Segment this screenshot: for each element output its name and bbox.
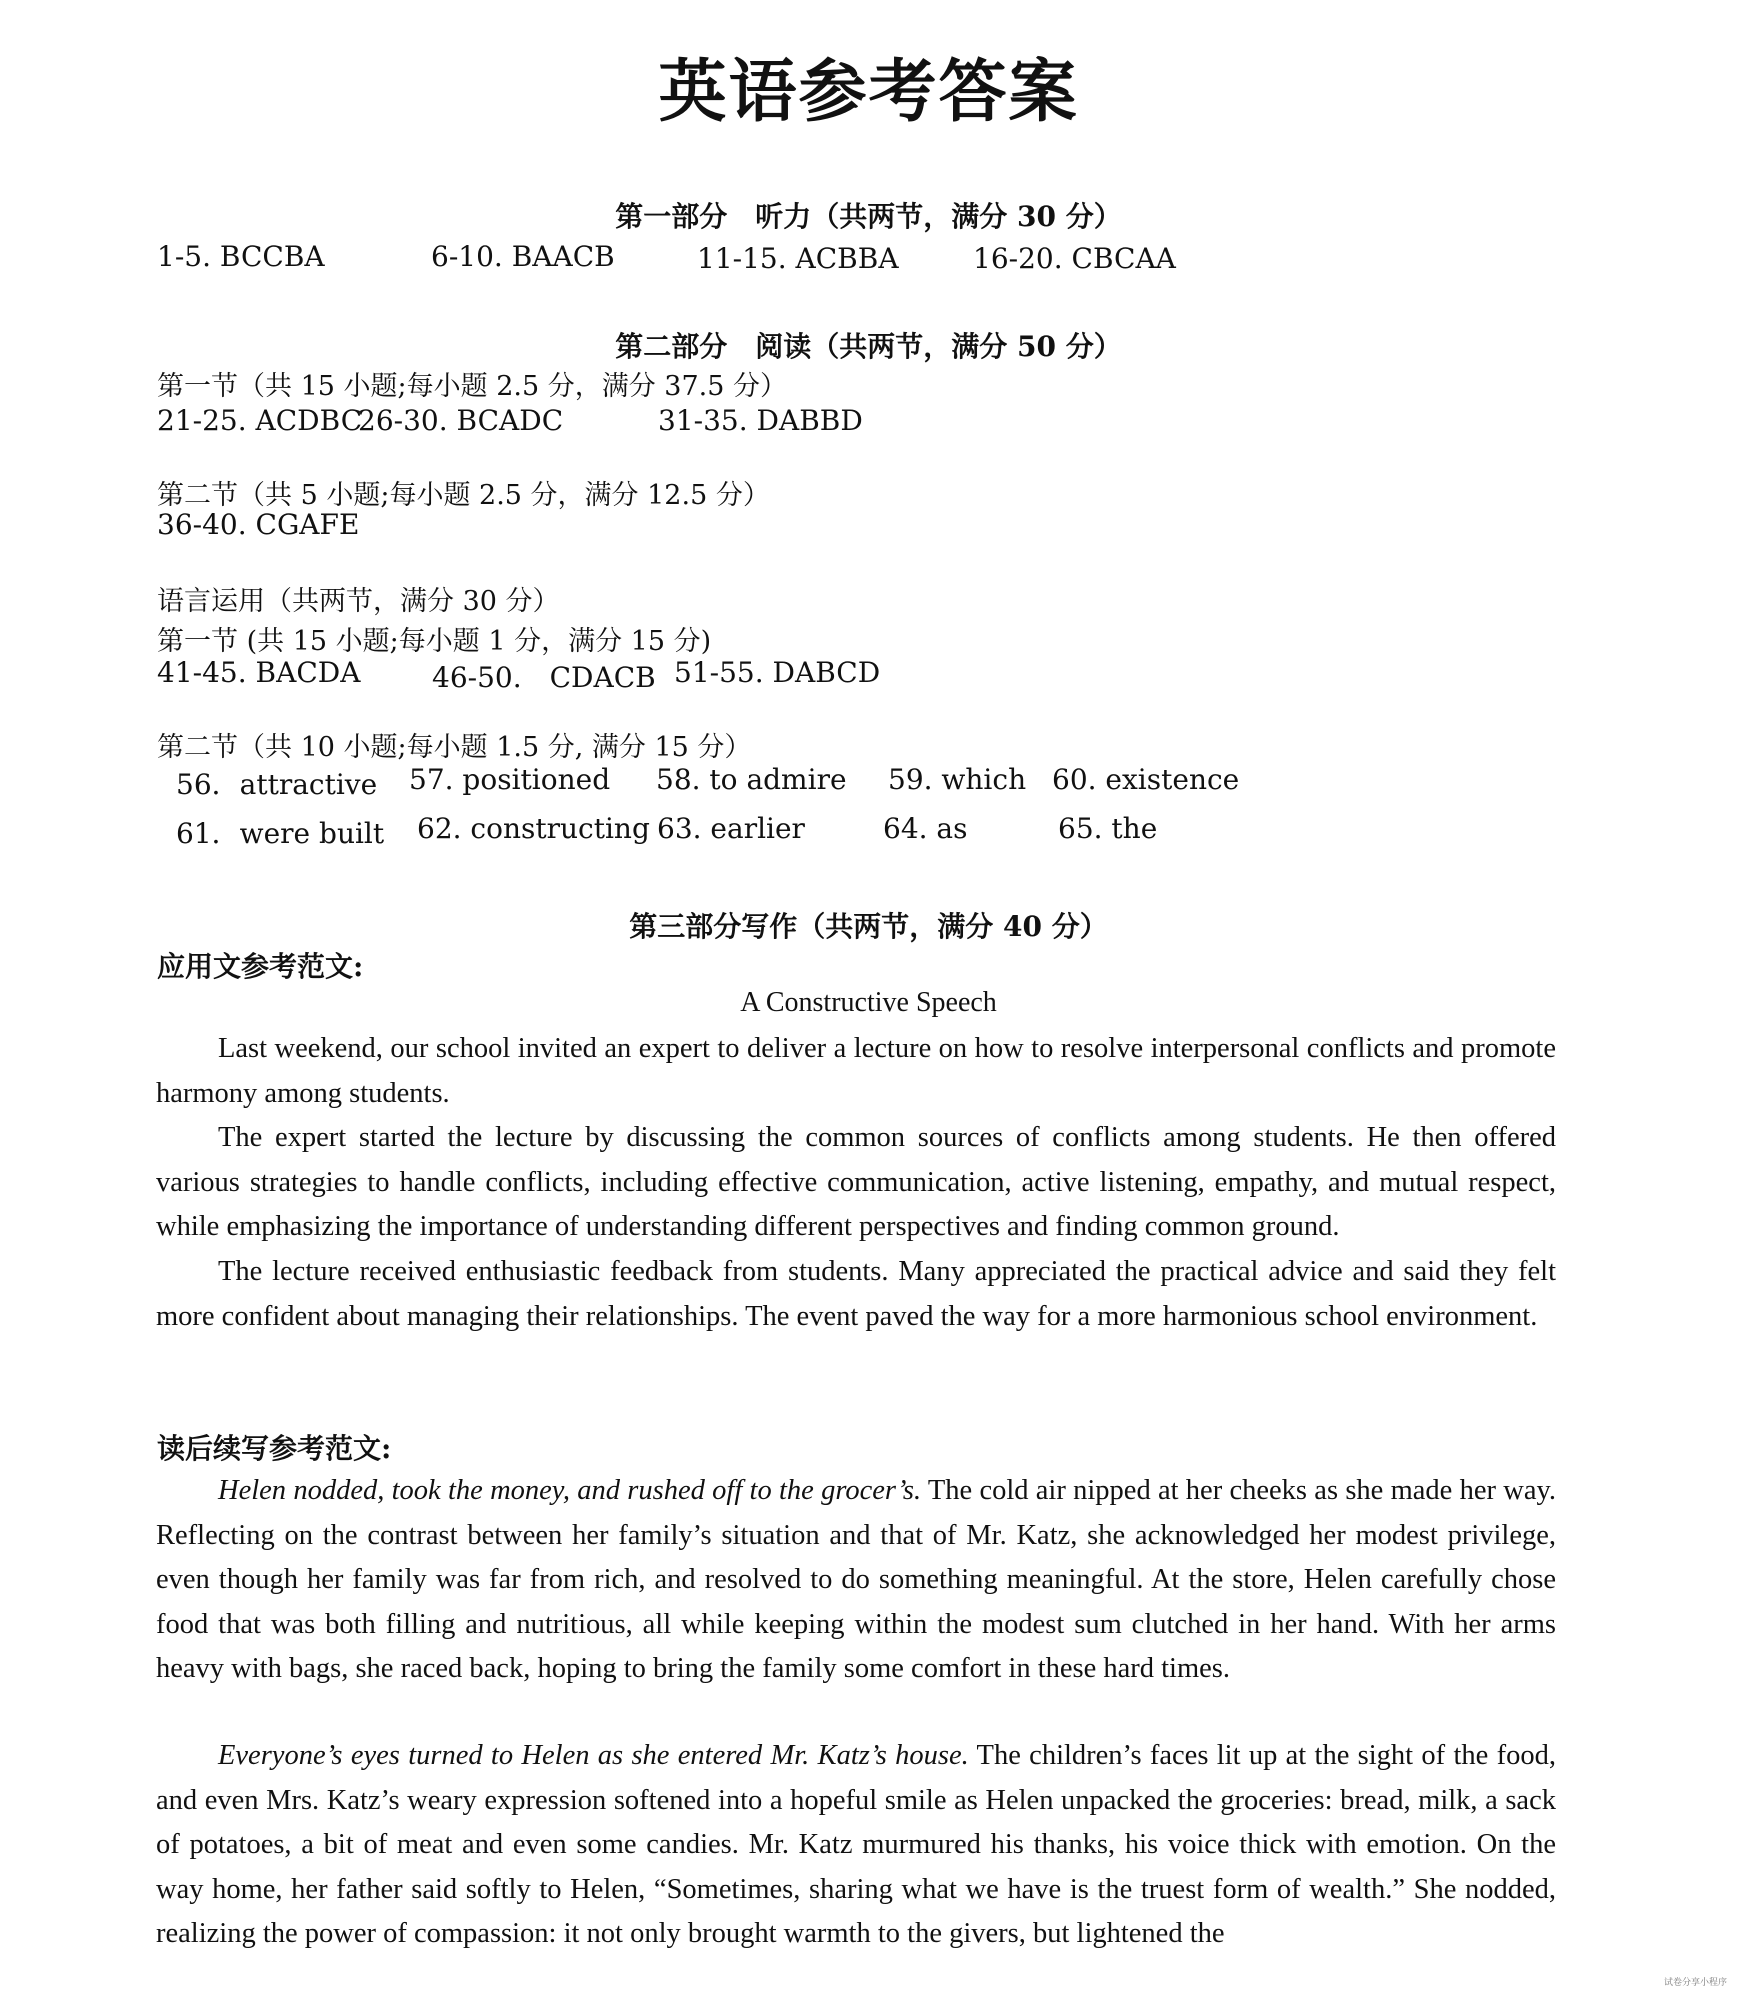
fill-answer: 57. positioned (409, 763, 611, 796)
section-label: 第一节（共 15 小题;每小题 2.5 分，满分 37.5 分） (157, 371, 788, 402)
continuation-opening: Everyone’s eyes turned to Helen as she entered Mr. Katz’s house. (218, 1740, 969, 1771)
answer-group: 6-10. BAACB (431, 240, 615, 273)
answer-group: 31-35. DABBD (658, 404, 863, 437)
fill-answer: 63. earlier (657, 812, 805, 845)
watermark: 试卷分享小程序 (1663, 1978, 1727, 1988)
section-label: 第二节（共 10 小题;每小题 1.5 分, 满分 15 分） (157, 732, 752, 763)
part2-heading: 第二部分 阅读（共两节，满分 50 分） (615, 330, 1122, 363)
continuation-label: 读后续写参考范文: (157, 1432, 392, 1465)
fill-answer: 64. as (883, 812, 968, 845)
continuation-text: The cold air nipped at her cheeks as she made her way. Reflecting on the contrast between her family’s situation and that of Mr. Katz, she acknowledged her modest privilege, even though her family was far from rich, and resolved to do something meaningful. At the store, Helen carefully chose food that was both filling and nutritious, all while keeping within the modest sum clutched in her hand. With her arms heavy with bags, she raced back, hoping to bring the family some comfort in these hard times. (156, 1475, 1556, 1685)
fill-answer: 58. to admire (656, 763, 847, 796)
continuation-text: The children’s faces lit up at the sight of the food, and even Mrs. Katz’s weary expression softened into a hopeful smile as Helen unpacked the groceries: bread, milk, a sack of potatoes, a bit of meat and even some candies. Mr. Katz murmured his thanks, his voice thick with emotion. On the way home, her father said softly to Helen, “Sometimes, sharing what we have is the truest form of wealth.” She nodded, realizing the power of compassion: it not only brought warmth to the givers, but lightened the (156, 1740, 1556, 1950)
continuation-paragraph (156, 1469, 1556, 1692)
answer-group: 1-5. BCCBA (157, 240, 325, 273)
part1-heading: 第一部分 听力（共两节，满分 30 分） (615, 200, 1122, 233)
fill-answer: 56．attractive (176, 768, 378, 801)
fill-answer: 60. existence (1052, 763, 1240, 796)
answer-group: 11-15. ACBBA (697, 242, 899, 275)
fill-answer: 61．were built (176, 817, 385, 850)
fill-answer: 62. constructing (417, 812, 650, 845)
answer-group: 46-50. CDACB (432, 661, 656, 694)
answer-group: 21-25. ACDBC (157, 404, 363, 437)
essay-title: A Constructive Speech (740, 987, 997, 1018)
section-label: 第一节 (共 15 小题;每小题 1 分，满分 15 分) (157, 626, 712, 657)
essay-paragraph: Last weekend, our school invited an expert to deliver a lecture on how to resolve interpersonal conflicts and promote harmony among students. (156, 1033, 1556, 1109)
continuation-paragraph (156, 1734, 1556, 1957)
continuation-opening: Helen nodded, took the money, and rushed off to the grocer’s. (218, 1475, 922, 1506)
essay-paragraph: The lecture received enthusiastic feedback from students. Many appreciated the practical advice and said they felt more confident about managing their relationships. The event paved the way for a more harmonious school environment. (156, 1256, 1556, 1332)
answer-group: 51-55. DABCD (674, 656, 881, 689)
page-title: 英语参考答案 (658, 52, 1079, 132)
section-label: 第二节（共 5 小题;每小题 2.5 分，满分 12.5 分） (157, 480, 770, 511)
fill-answer: 65. the (1058, 812, 1158, 845)
answer-group: 41-45. BACDA (157, 656, 361, 689)
answer-group: 16-20. CBCAA (973, 242, 1176, 275)
essay-paragraph: The expert started the lecture by discussing the common sources of conflicts among students. He then offered various strategies to handle conflicts, including effective communication, active listening, empathy, and mutual respect, while emphasizing the importance of understanding different perspectives and finding common ground. (156, 1122, 1556, 1243)
language-heading: 语言运用（共两节，满分 30 分） (157, 586, 560, 617)
part3-heading: 第三部分写作（共两节，满分 40 分） (629, 910, 1108, 943)
answer-group: 36-40. CGAFE (157, 508, 360, 541)
applied-essay-label: 应用文参考范文: (157, 950, 364, 983)
fill-answer: 59. which (888, 763, 1027, 796)
answer-group: 26-30. BCADC (358, 404, 564, 437)
